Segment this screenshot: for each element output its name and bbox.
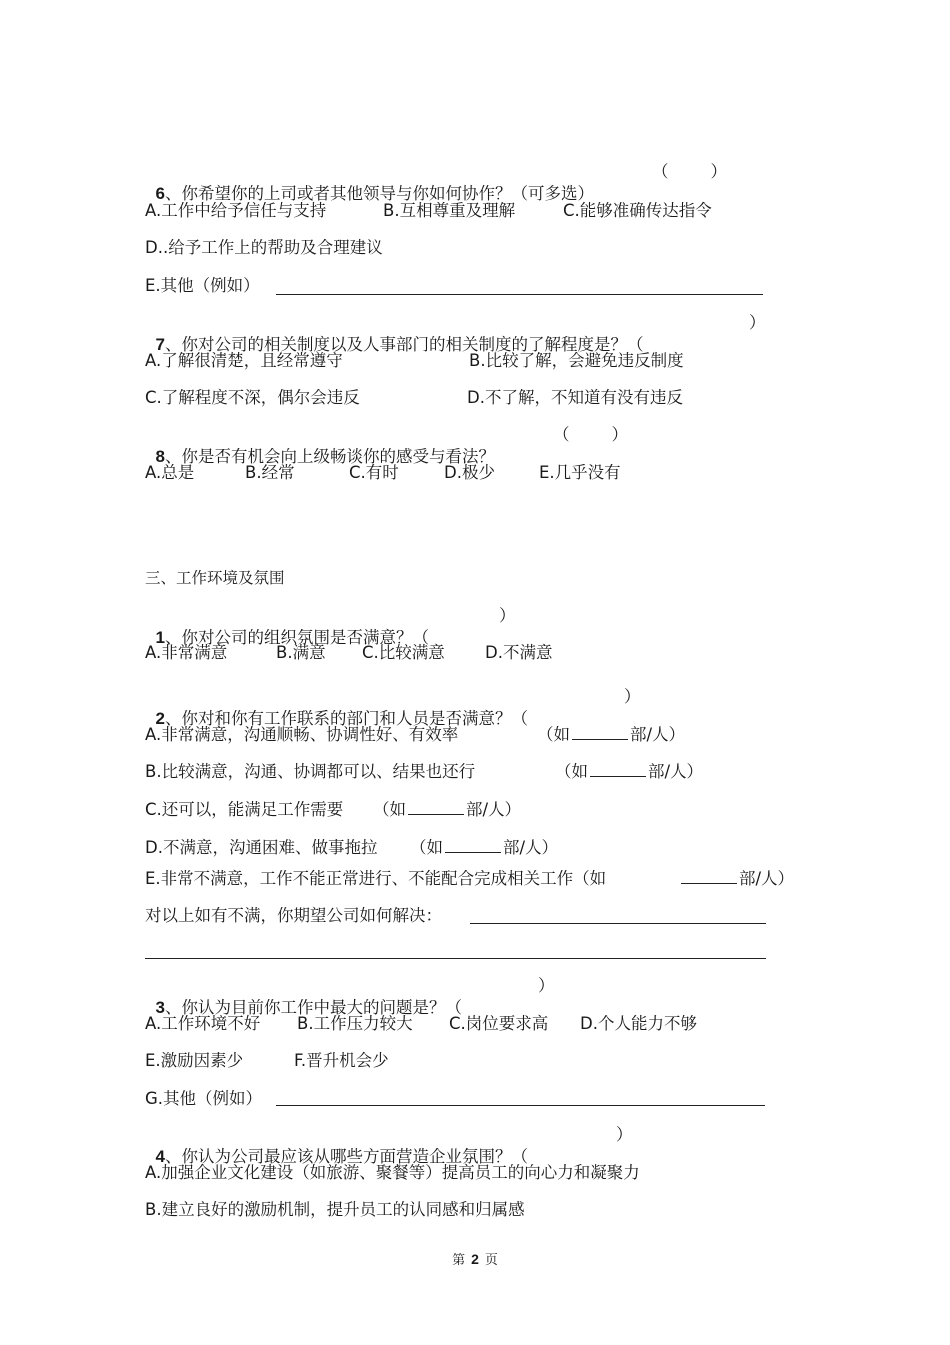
dept-count-blank[interactable]	[590, 762, 646, 777]
q8-option-e: E.几乎没有	[539, 463, 621, 482]
s3q2-option-c: C.还可以，能满足工作需要	[145, 800, 344, 819]
s3q2-option-e: E.非常不满意，工作不能正常进行、不能配合完成相关工作（如	[145, 869, 607, 888]
q6-option-a: A.工作中给予信任与支持	[145, 201, 327, 220]
s3q2-option-e-example	[679, 868, 794, 890]
s3q2-bracket-close: ）	[624, 687, 641, 706]
s3q1-text: 、你对公司的组织氛围是否满意？（	[164, 628, 429, 647]
s3q3-option-e: E.激励因素少	[145, 1051, 244, 1070]
s3q4-bracket-close: ）	[616, 1125, 633, 1144]
footer-prefix: 第	[452, 1253, 466, 1268]
s3q2-option-c-example	[373, 799, 521, 821]
example-open: （如	[410, 838, 443, 857]
s3q1-option-d: D.不满意	[485, 643, 553, 662]
s3q2-option-a-example	[537, 724, 685, 746]
example-close: 部/人）	[648, 762, 704, 781]
s3q3-option-g: G.其他（例如）	[145, 1089, 263, 1108]
q7-option-b: B.比较了解，会避免违反制度	[469, 351, 684, 370]
q8-answer-bracket[interactable]: （ ）	[553, 425, 628, 444]
s3q3-option-a: A.工作环境不好	[145, 1014, 261, 1033]
example-close: 部/人）	[630, 725, 686, 744]
followup-fill-line-1[interactable]	[470, 923, 766, 924]
s3q3-option-d: D.个人能力不够	[580, 1014, 697, 1033]
s3q4-option-b: B.建立良好的激励机制，提升员工的认同感和归属感	[145, 1200, 525, 1219]
s3q1-bracket-close: ）	[499, 606, 516, 625]
s3q2-text: 、你对和你有工作联系的部门和人员是否满意？（	[164, 709, 528, 728]
q6-text: 、你希望你的上司或者其他领导与你如何协作？（可多选）	[164, 184, 594, 203]
q6-prompt	[145, 161, 594, 205]
page-number: 2	[471, 1251, 479, 1267]
q6-option-c: C.能够准确传达指令	[563, 201, 712, 220]
dept-count-blank[interactable]	[681, 869, 737, 884]
s3q1-option-c: C.比较满意	[362, 643, 445, 662]
section-3-heading: 三、工作环境及氛围	[145, 569, 285, 587]
q7-option-a: A.了解很清楚，且经常遵守	[145, 351, 343, 370]
s3q3-number: 3	[155, 998, 165, 1017]
dept-count-blank[interactable]	[445, 838, 501, 853]
footer-suffix: 页	[484, 1253, 498, 1268]
s3q2-option-b-example	[555, 761, 703, 783]
s3q3-other-fill-line[interactable]	[276, 1105, 765, 1106]
s3q2-number: 2	[155, 709, 165, 728]
q6-option-d: D..给予工作上的帮助及合理建议	[145, 238, 383, 257]
q8-prompt	[145, 424, 495, 468]
s3q4-text: 、你认为公司最应该从哪些方面营造企业氛围？（	[164, 1147, 528, 1166]
dept-count-blank[interactable]	[408, 800, 464, 815]
s3q2-option-b: B.比较满意，沟通、协调都可以、结果也还行	[145, 762, 476, 781]
q8-option-d: D.极少	[444, 463, 495, 482]
example-close: 部/人）	[739, 869, 795, 888]
s3q2-followup-prompt: 对以上如有不满，你期望公司如何解决：	[145, 906, 442, 925]
s3q1-option-a: A.非常满意	[145, 643, 228, 662]
example-close: 部/人）	[466, 800, 522, 819]
s3q3-option-c: C.岗位要求高	[449, 1014, 549, 1033]
s3q3-option-b: B.工作压力较大	[297, 1014, 413, 1033]
s3q3-text: 、你认为目前你工作中最大的问题是？（	[164, 998, 462, 1017]
q8-option-a: A.总是	[145, 463, 195, 482]
page-footer	[0, 1249, 950, 1271]
q7-number: 7	[155, 335, 165, 354]
q6-other-fill-line[interactable]	[276, 294, 763, 295]
q6-number: 6	[155, 184, 165, 203]
q8-option-b: B.经常	[245, 463, 295, 482]
s3q4-option-a: A.加强企业文化建设（如旅游、聚餐等）提高员工的向心力和凝聚力	[145, 1163, 640, 1182]
example-open: （如	[537, 725, 570, 744]
q7-bracket-close: ）	[749, 313, 766, 332]
s3q4-number: 4	[155, 1147, 165, 1166]
s3q2-option-a: A.非常满意，沟通顺畅、协调性好、有效率	[145, 725, 459, 744]
example-open: （如	[373, 800, 406, 819]
example-open: （如	[555, 762, 588, 781]
q7-option-c: C.了解程度不深，偶尔会违反	[145, 388, 360, 407]
q8-number: 8	[155, 447, 165, 466]
followup-fill-line-2[interactable]	[145, 958, 766, 959]
s3q3-bracket-close: ）	[538, 976, 555, 995]
s3q2-option-d: D.不满意，沟通困难、做事拖拉	[145, 838, 378, 857]
q6-option-e: E.其他（例如）	[145, 276, 260, 295]
q8-option-c: C.有时	[349, 463, 399, 482]
s3q1-option-b: B.满意	[276, 643, 326, 662]
q6-answer-bracket[interactable]: （ ）	[652, 162, 727, 181]
q6-option-b: B.互相尊重及理解	[383, 201, 516, 220]
s3q2-option-d-example	[410, 837, 558, 859]
q7-text: 、你对公司的相关制度以及人事部门的相关制度的了解程度是？（	[164, 335, 644, 354]
example-close: 部/人）	[503, 838, 559, 857]
dept-count-blank[interactable]	[572, 725, 628, 740]
q7-option-d: D.不了解，不知道有没有违反	[467, 388, 683, 407]
q8-text: 、你是否有机会向上级畅谈你的感受与看法？	[164, 447, 495, 466]
s3q3-option-f: F.晋升机会少	[294, 1051, 389, 1070]
s3q1-number: 1	[155, 628, 165, 647]
